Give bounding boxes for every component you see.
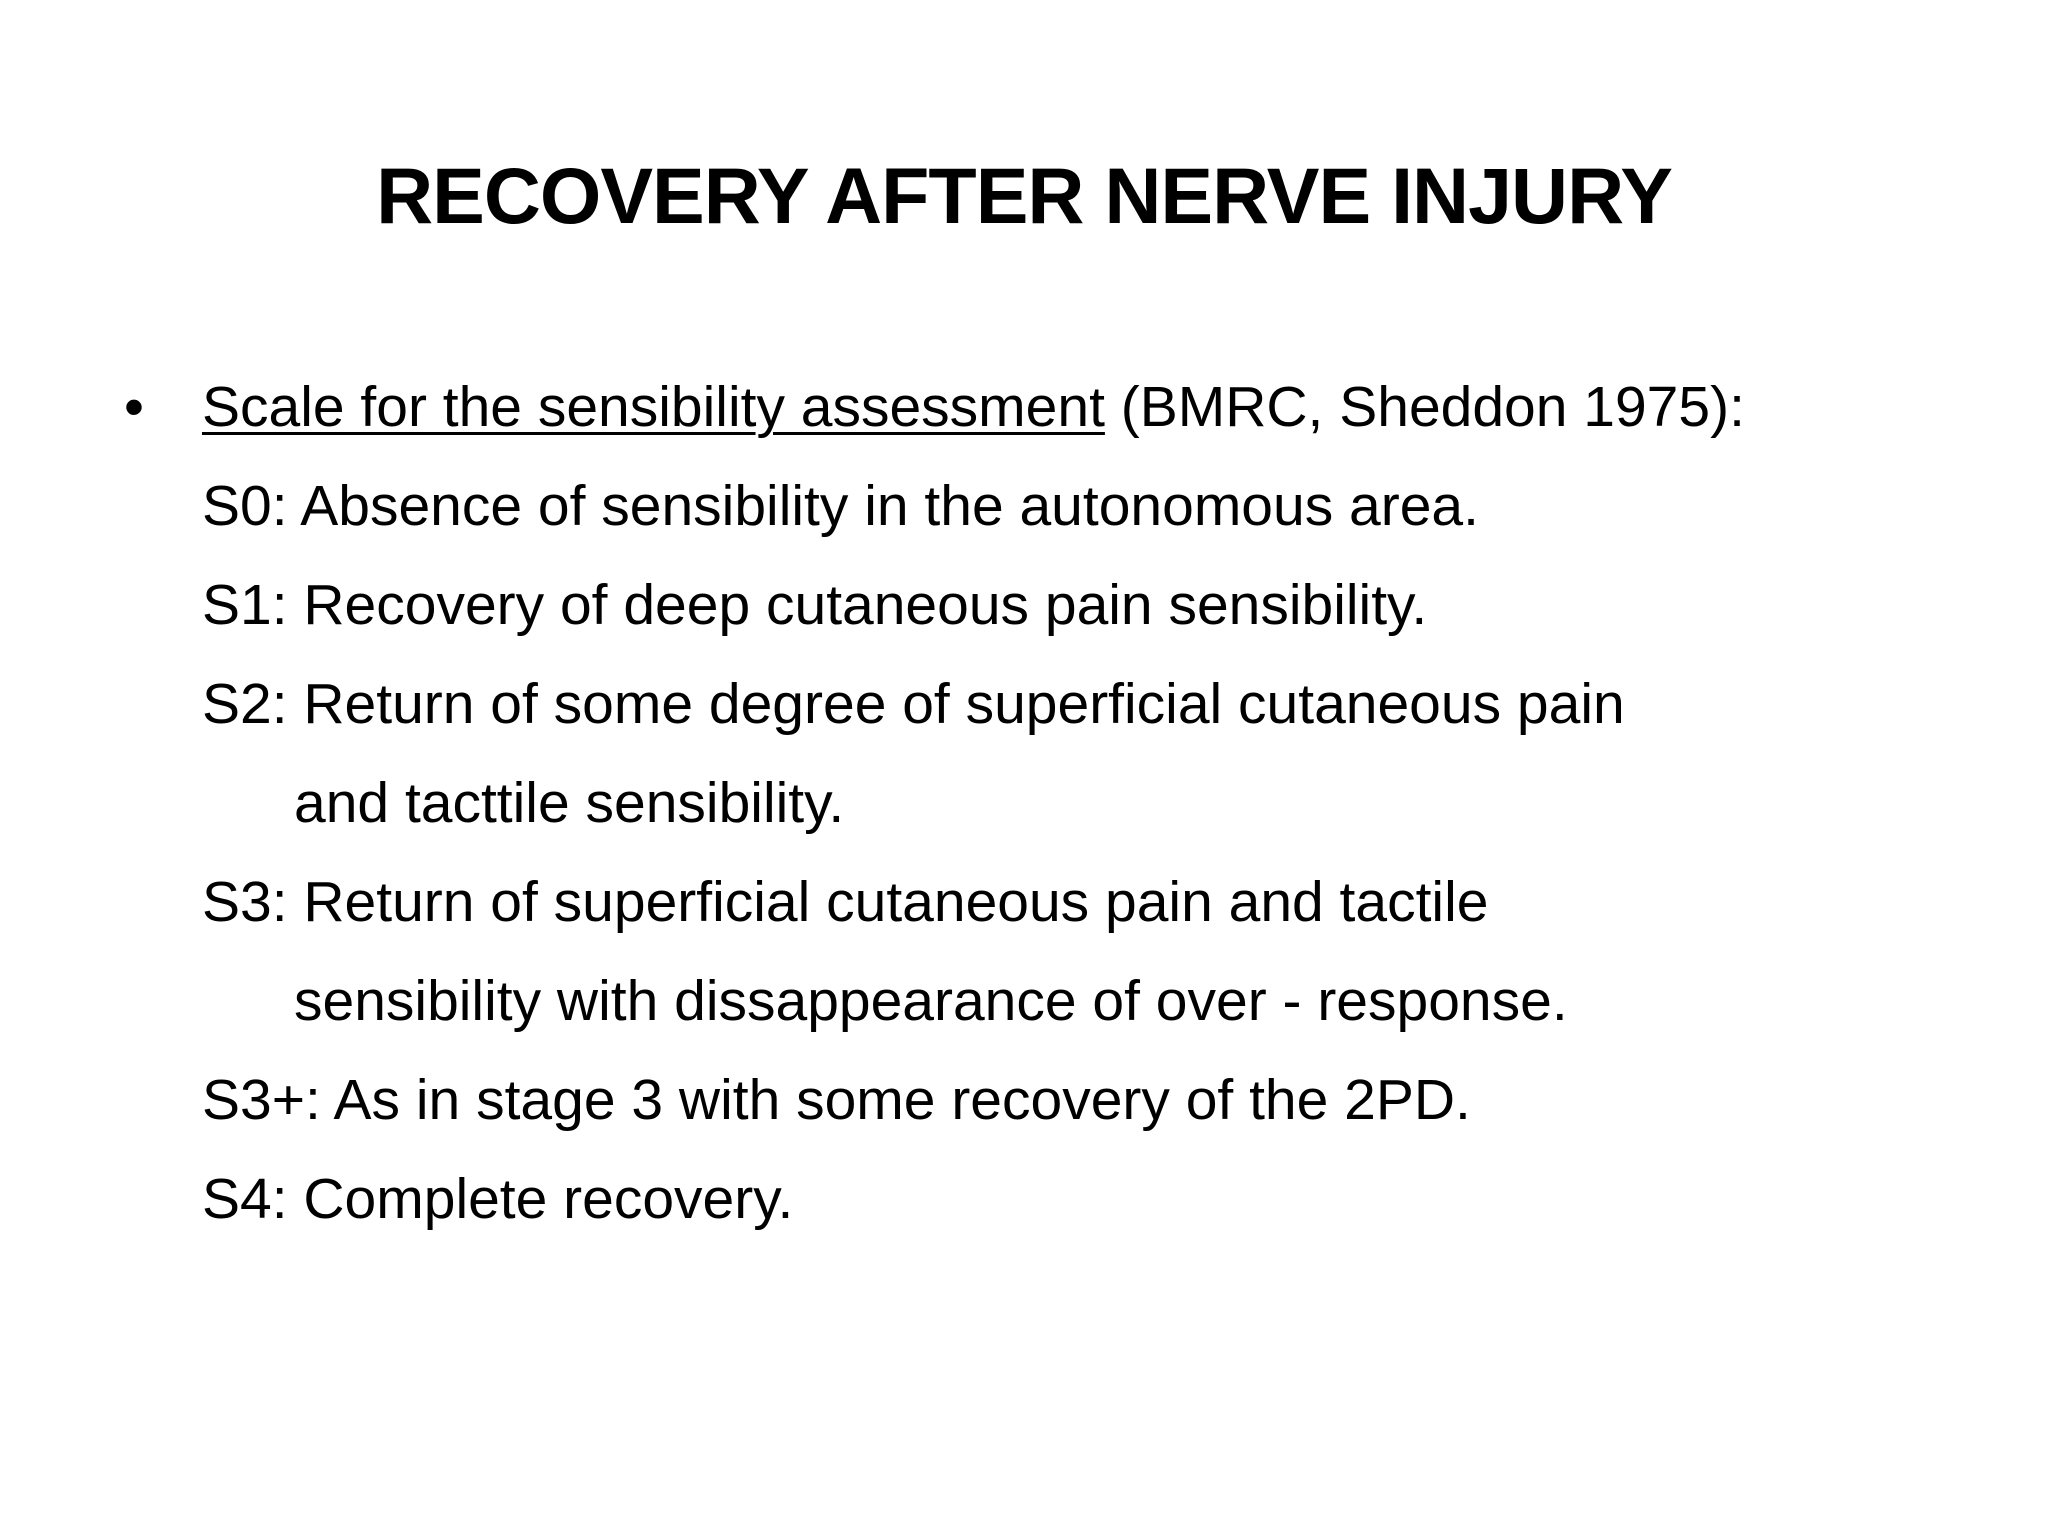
slide-title: RECOVERY AFTER NERVE INJURY bbox=[376, 151, 1672, 240]
scale-item-s0: S0: Absence of sensibility in the autonomous area. bbox=[202, 474, 1479, 538]
scale-item-s3-continuation: sensibility with dissappearance of over - response. bbox=[294, 969, 1568, 1033]
scale-item-s2-continuation: and tacttile sensibility. bbox=[294, 771, 845, 835]
scale-item-s1: S1: Recovery of deep cutaneous pain sensibility. bbox=[202, 573, 1428, 637]
intro-line bbox=[202, 372, 1745, 442]
intro-rest-text: (BMRC, Sheddon 1975): bbox=[1104, 375, 1745, 439]
scale-item-s3: S3: Return of superficial cutaneous pain and tactile bbox=[202, 870, 1489, 934]
bullet-marker: • bbox=[124, 375, 144, 439]
scale-item-s4: S4: Complete recovery. bbox=[202, 1167, 794, 1231]
intro-underlined-text: Scale for the sensibility assessment bbox=[202, 375, 1105, 439]
scale-item-s3-plus: S3+: As in stage 3 with some recovery of the 2PD. bbox=[202, 1068, 1471, 1132]
scale-item-s2: S2: Return of some degree of superficial cutaneous pain bbox=[202, 672, 1625, 736]
